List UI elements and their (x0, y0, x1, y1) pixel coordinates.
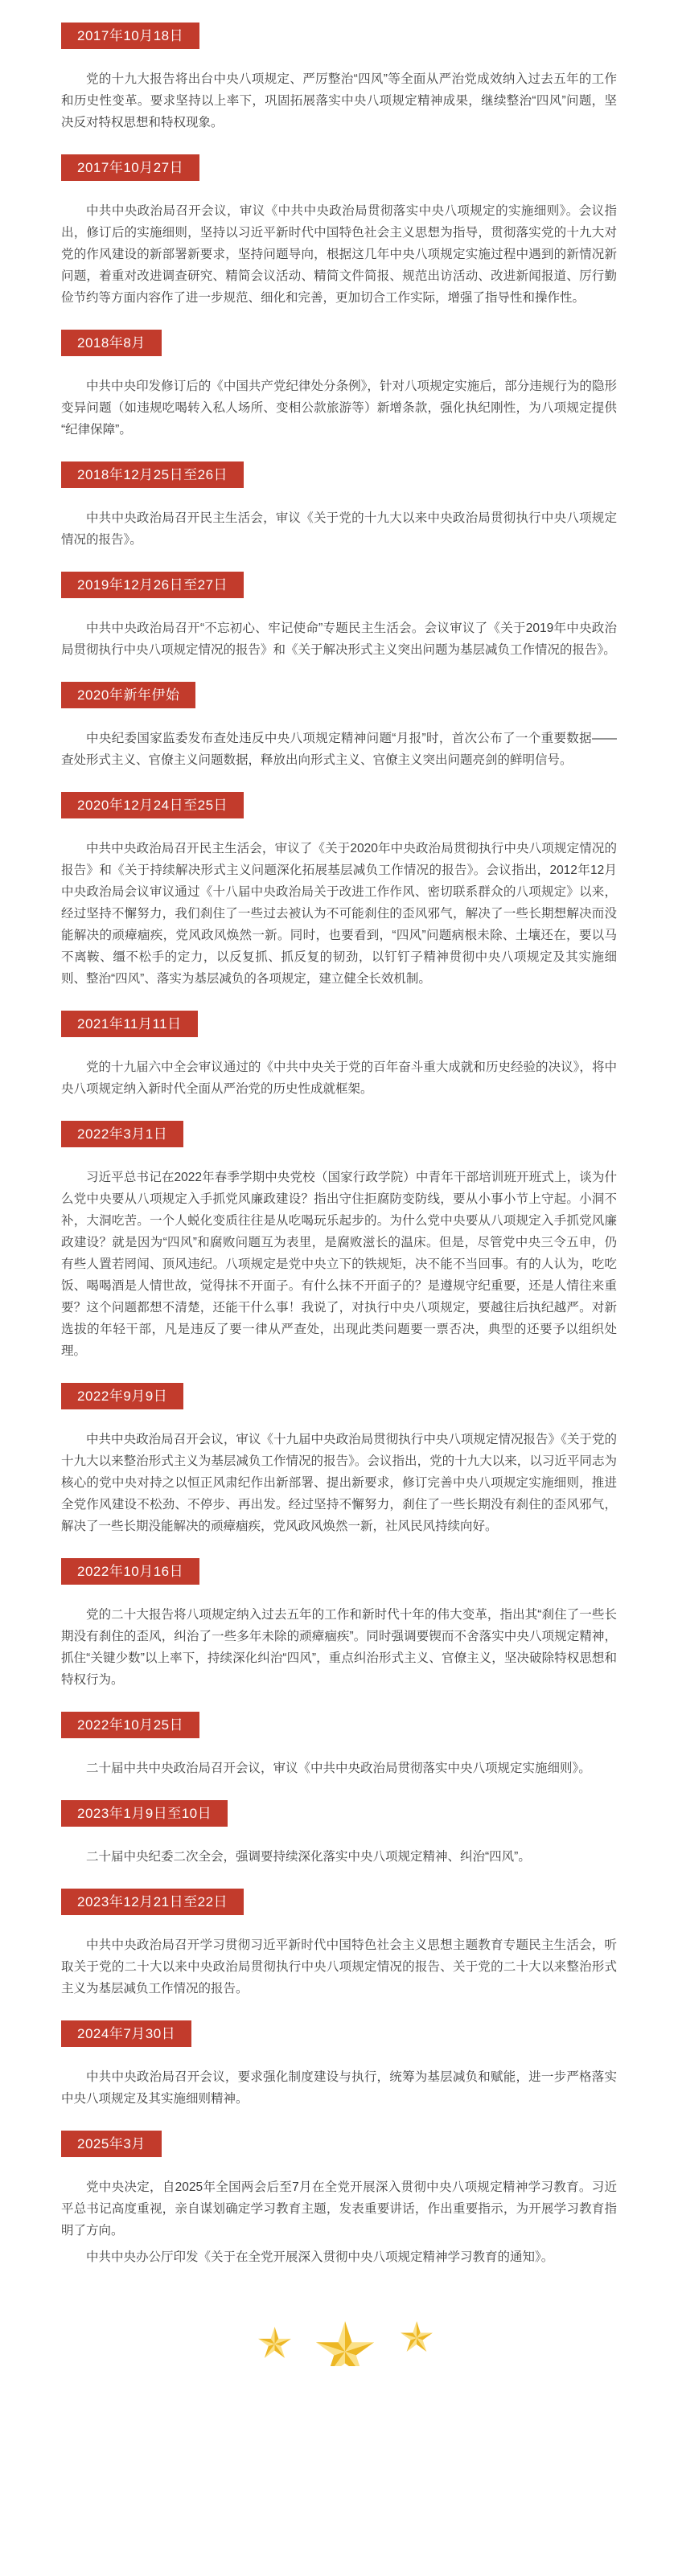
timeline-entry (61, 792, 617, 990)
date-badge: 2017年10月18日 (61, 23, 199, 49)
timeline-entry (61, 1011, 617, 1100)
date-badge: 2021年11月11日 (61, 1011, 198, 1037)
timeline-entry (61, 572, 617, 661)
entry-paragraph: 中共中央政治局召开民主生活会，审议了《关于2020年中央政治局贯彻执行中央八项规定情况的报告》和《关于持续解决形式主义问题深化拓展基层减负工作情况的报告》。会议指出，2012年12月中央政治局会议审议通过《十八届中央政治局关于改进工作作风、密切联系群众的八项规定》以来，经过坚持不懈努力，我们刹住了一些过去被认为不可能刹住的歪风邪气，解决了一些长期想解决而没能解决的顽瘴痼疾，党风政风焕然一新。同时，也要看到，“四风”问题病根未除、土壤还在，要以马不离鞍、缰不松手的定力，以反复抓、抓反复的韧劲，以钉钉子精神贯彻中央八项规定及其实施细则、整治“四风”、落实为基层减负的各项规定，建立健全长效机制。 (61, 842, 617, 986)
entry-paragraph: 中共中央印发修订后的《中国共产党纪律处分条例》，针对八项规定实施后，部分违规行为的隐形变异问题（如违规吃喝转入私人场所、变相公款旅游等）新增条款，强化执纪刚性，为八项规定提供“纪律保障”。 (61, 379, 617, 437)
date-badge: 2022年3月1日 (61, 1121, 183, 1147)
footer-decoration (0, 2289, 678, 2366)
star-icon (400, 2321, 434, 2355)
date-badge: 2018年8月 (61, 330, 162, 356)
timeline-entry (61, 1558, 617, 1691)
entry-paragraph: 中央纪委国家监委发布查处违反中央八项规定精神问题“月报”时，首次公布了一个重要数据——查处形式主义、官僚主义问题数据，释放出向形式主义、官僚主义突出问题亮剑的鲜明信号。 (61, 732, 617, 767)
entry-paragraph: 中共中央政治局召开学习贯彻习近平新时代中国特色社会主义思想主题教育专题民主生活会，听取关于党的二十大以来中央政治局贯彻执行中央八项规定情况的报告、关于党的二十大以来整治形式主义为基层减负工作情况的报告。 (61, 1938, 617, 1996)
timeline-entry (61, 154, 617, 309)
entry-paragraph: 党的十九届六中全会审议通过的《中共中央关于党的百年奋斗重大成就和历史经验的决议》，将中央八项规定纳入新时代全面从严治党的历史性成就框架。 (61, 1060, 617, 1096)
entry-paragraph: 二十届中央纪委二次全会，强调要持续深化落实中央八项规定精神、纠治“四风”。 (86, 1850, 531, 1864)
timeline-entry (61, 1800, 617, 1868)
date-badge: 2022年9月9日 (61, 1383, 183, 1409)
entry-paragraph: 中共中央办公厅印发《关于在全党开展深入贯彻中央八项规定精神学习教育的通知》。 (86, 2250, 554, 2264)
date-badge: 2024年7月30日 (61, 2020, 191, 2047)
date-badge: 2023年12月21日至22日 (61, 1889, 244, 1915)
timeline-entry (61, 23, 617, 133)
timeline-entry (61, 1712, 617, 1779)
entry-paragraph: 习近平总书记在2022年春季学期中央党校（国家行政学院）中青年干部培训班开班式上，谈为什么党中央要从八项规定入手抓党风廉政建设？指出守住拒腐防变防线，要从小事小节上守起。小洞不补，大洞吃苦。一个人蜕化变质往往是从吃喝玩乐起步的。为什么党中央要从八项规定入手抓党风廉政建设？就是因为“四风”和腐败问题互为表里，是腐败滋长的温床。但是，尽管党中央三令五申，仍有些人置若罔闻、顶风违纪。八项规定是党中央立下的铁规矩，决不能不当回事。有的人认为，吃吃饭、喝喝酒是人情世故，觉得抹不开面子。有什么抹不开面子的？是遵规守纪重要，还是人情往来重要？这个问题都想不清楚，还能干什么事！我说了，对执行中央八项规定，要越往后执纪越严。对新选拔的年轻干部，凡是违反了要一律从严查处，出现此类问题要一票否决，典型的还要予以组织处理。 (61, 1171, 617, 1358)
timeline-entry (61, 1383, 617, 1537)
date-badge: 2022年10月16日 (61, 1558, 199, 1585)
star-icon (314, 2321, 376, 2366)
date-badge: 2019年12月26日至27日 (61, 572, 244, 598)
date-badge: 2022年10月25日 (61, 1712, 199, 1738)
entry-paragraph: 党的二十大报告将八项规定纳入过去五年的工作和新时代十年的伟大变革，指出其“刹住了一些长期没有刹住的歪风，纠治了一些多年未除的顽瘴痼疾”。同时强调要锲而不舍落实中央八项规定精神，抓住“关键少数”以上率下，持续深化纠治“四风”，重点纠治形式主义、官僚主义，坚决破除特权思想和特权行为。 (61, 1608, 617, 1687)
date-badge: 2017年10月27日 (61, 154, 199, 181)
entry-paragraph: 党的十九大报告将出台中央八项规定、严厉整治“四风”等全面从严治党成效纳入过去五年的工作和历史性变革。要求坚持以上率下，巩固拓展落实中央八项规定精神成果，继续整治“四风”问题，坚决反对特权思想和特权现象。 (61, 72, 617, 129)
timeline-entry (61, 1889, 617, 2000)
timeline-entry (61, 1121, 617, 1362)
entry-paragraph: 中共中央政治局召开会议，审议《十九届中央政治局贯彻执行中央八项规定情况报告》《关于党的十九大以来整治形式主义为基层减负工作情况的报告》。会议指出，党的十九大以来，以习近平同志为核心的党中央对持之以恒正风肃纪作出新部署、提出新要求，修订完善中央八项规定实施细则，推进全党作风建设不松劲、不停步、再出发。经过坚持不懈努力，刹住了一些长期没有刹住的歪风邪气，解决了一些长期没能解决的顽瘴痼疾，党风政风焕然一新，社风民风持续向好。 (61, 1433, 617, 1533)
timeline-entry (61, 461, 617, 551)
entry-paragraph: 中共中央政治局召开“不忘初心、牢记使命”专题民主生活会。会议审议了《关于2019年中央政治局贯彻执行中央八项规定情况的报告》和《关于解决形式主义突出问题为基层减负工作情况的报告》。 (61, 621, 617, 657)
date-badge: 2020年新年伊始 (61, 682, 195, 708)
timeline-entry (61, 2131, 617, 2268)
date-badge: 2023年1月9日至10日 (61, 1800, 228, 1827)
entry-paragraph: 中共中央政治局召开会议，审议《中共中央政治局贯彻落实中央八项规定的实施细则》。会议指出，修订后的实施细则，坚持以习近平新时代中国特色社会主义思想为指导，贯彻落实党的十九大对党的作风建设的新部署新要求，坚持问题导向，根据这几年中央八项规定实施过程中遇到的新情况新问题，着重对改进调查研究、精简会议活动、精简文件简报、规范出访活动、改进新闻报道、厉行勤俭节约等方面内容作了进一步规范、细化和完善，更加切合工作实际，增强了指导性和操作性。 (61, 204, 617, 305)
date-badge: 2020年12月24日至25日 (61, 792, 244, 818)
date-badge: 2018年12月25日至26日 (61, 461, 244, 488)
entry-paragraph: 党中央决定，自2025年全国两会后至7月在全党开展深入贯彻中央八项规定精神学习教育。习近平总书记高度重视，亲自谋划确定学习教育主题，发表重要讲话，作出重要指示，为开展学习教育指明了方向。 (61, 2180, 617, 2238)
entry-paragraph: 二十届中共中央政治局召开会议，审议《中共中央政治局贯彻落实中央八项规定实施细则》。 (86, 1762, 591, 1775)
timeline-entry (61, 682, 617, 771)
timeline-entry (61, 2020, 617, 2110)
timeline (0, 23, 678, 2268)
entry-paragraph: 中共中央政治局召开民主生活会，审议《关于党的十九大以来中央政治局贯彻执行中央八项规定情况的报告》。 (61, 511, 617, 547)
star-icon (257, 2327, 292, 2361)
entry-paragraph: 中共中央政治局召开会议，要求强化制度建设与执行，统筹为基层减负和赋能，进一步严格落实中央八项规定及其实施细则精神。 (61, 2070, 617, 2106)
timeline-entry (61, 330, 617, 441)
date-badge: 2025年3月 (61, 2131, 162, 2157)
